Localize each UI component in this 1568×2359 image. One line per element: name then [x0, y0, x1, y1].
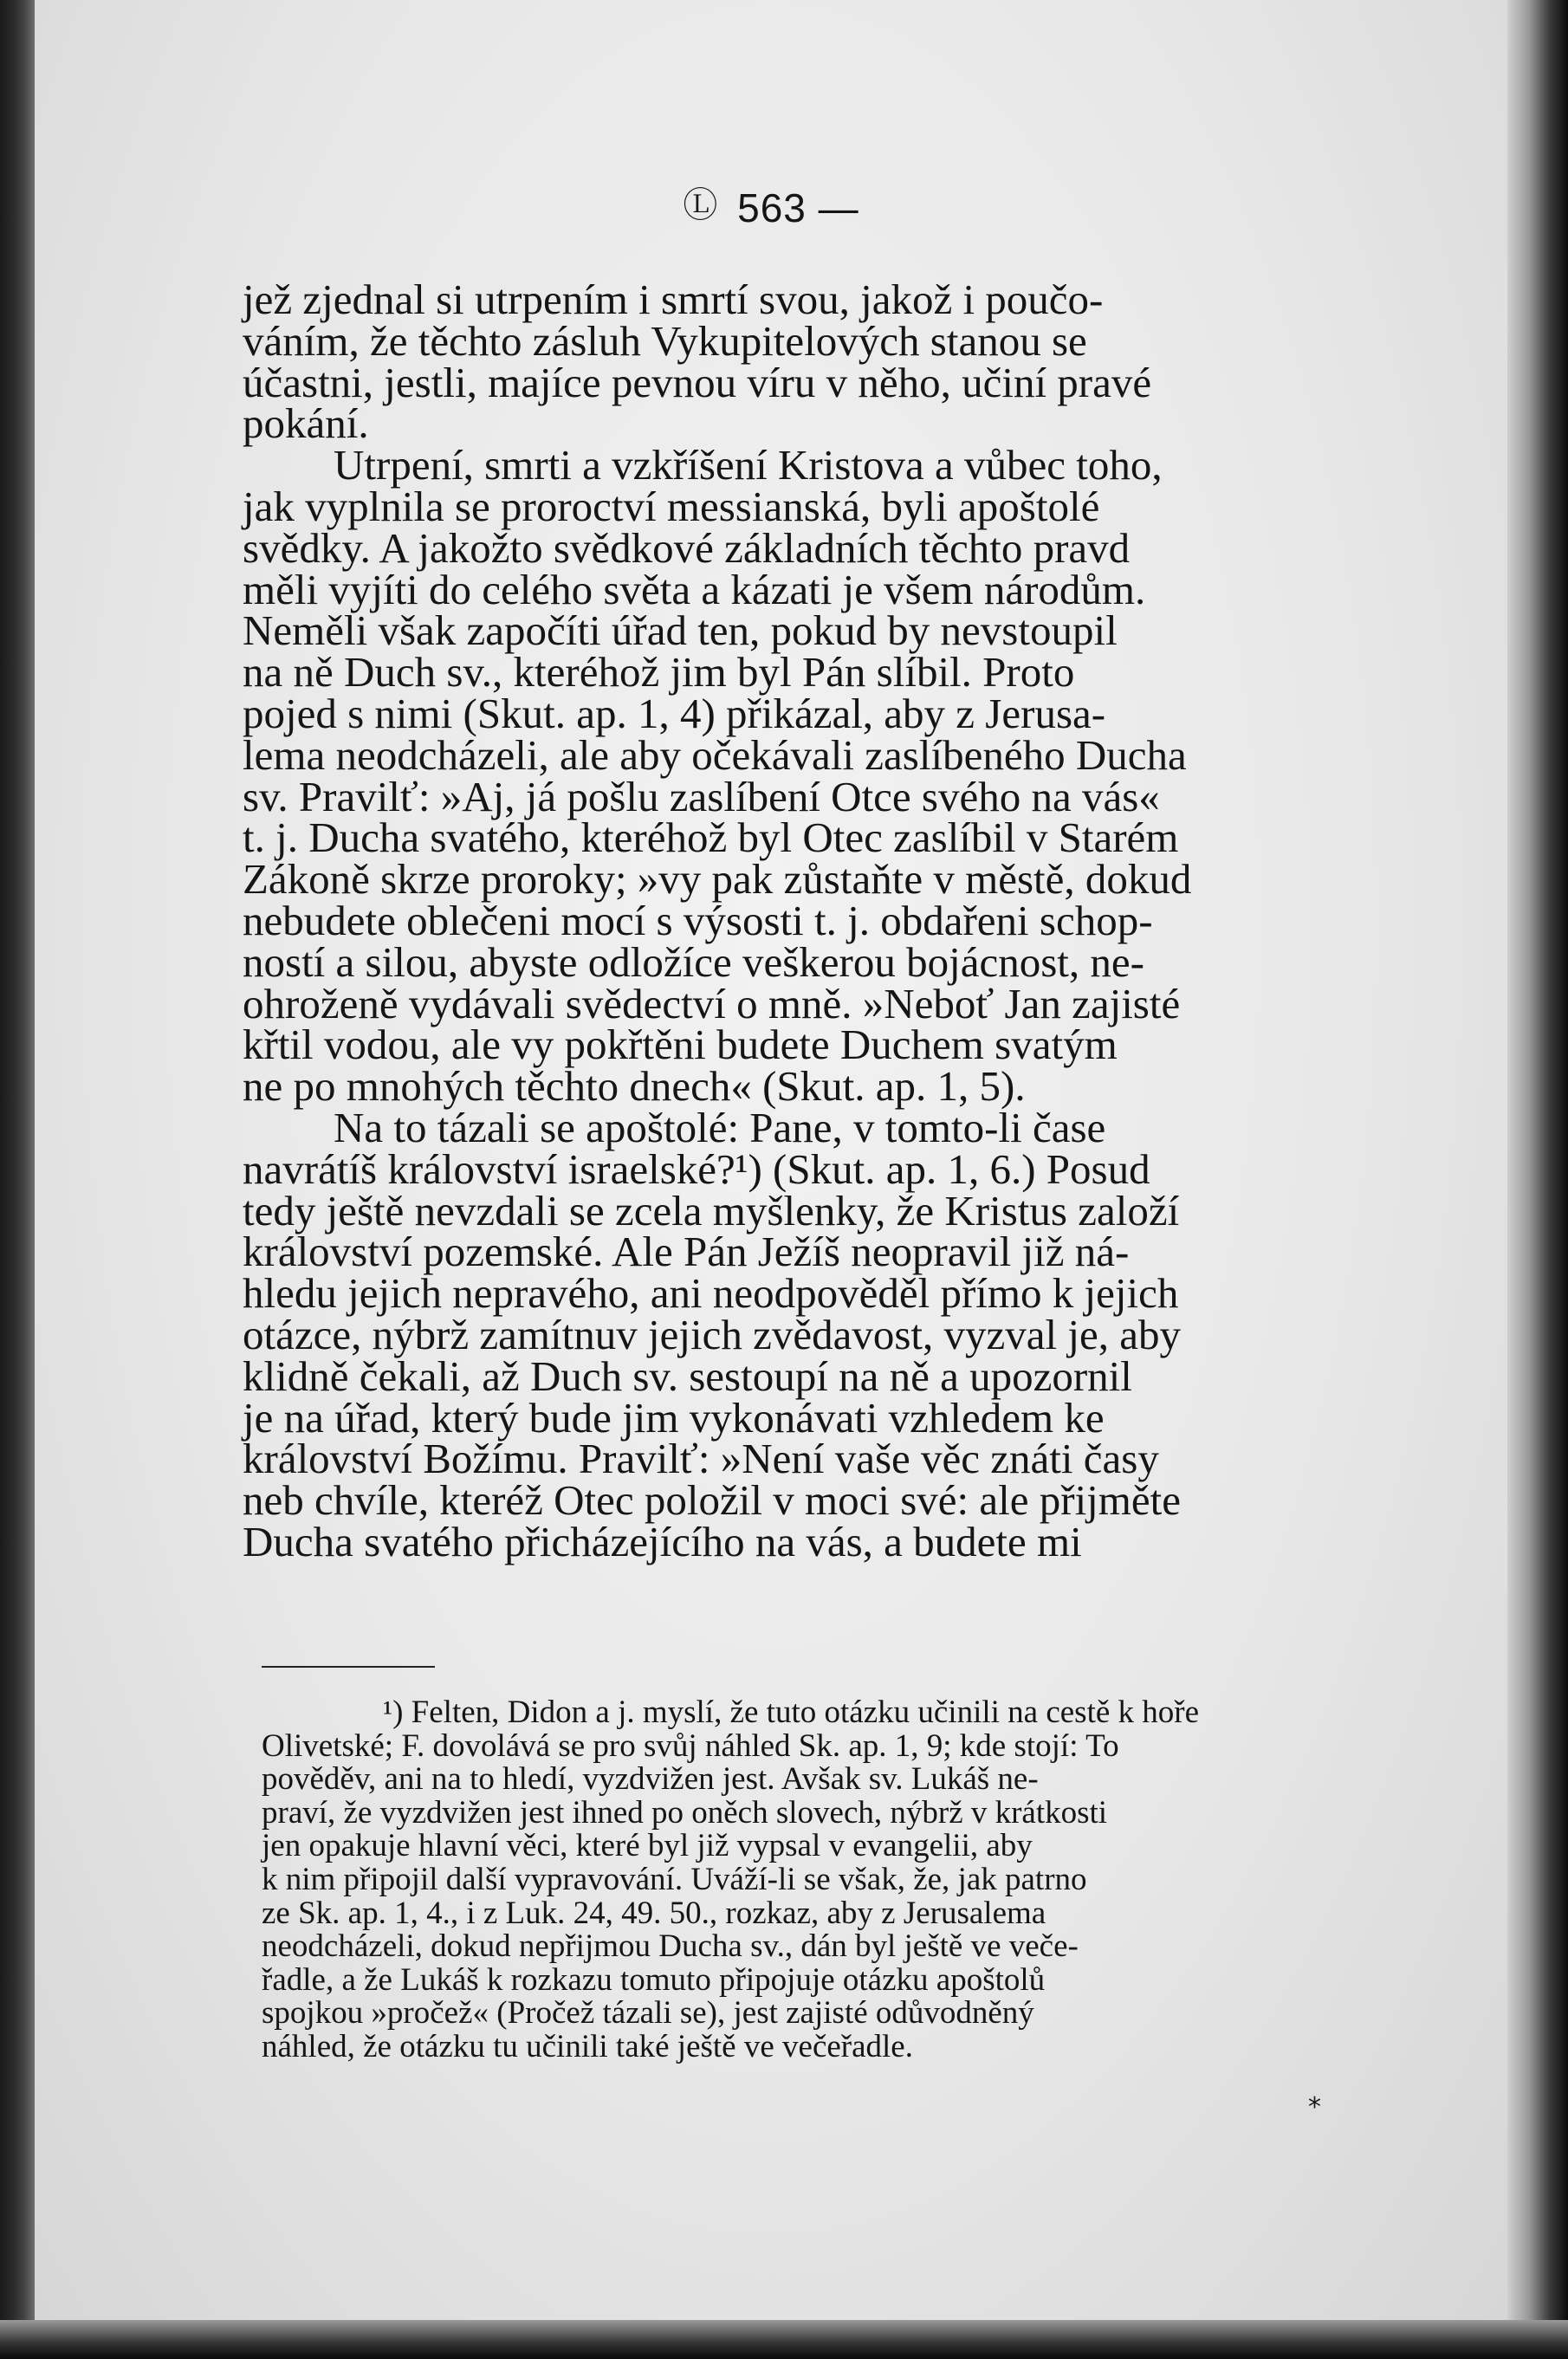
footnote-line: ¹) Felten, Didon a j. myslí, že tuto otázku učinili na cestě k hoře: [383, 1695, 1200, 1730]
text-line: sv. Pravilť: »Aj, já pošlu zaslíbení Otce svého na vás«: [243, 772, 1160, 820]
library-stamp-mark: Ⓛ: [683, 185, 719, 225]
text-line: váním, že těchto zásluh Vykupitelových stanou se: [243, 316, 1087, 365]
footnote-line: ze Sk. ap. 1, 4., i z Luk. 24, 49. 50., rozkaz, aby z Jerusalema: [262, 1895, 1046, 1931]
text-line: tedy ještě nevzdali se zcela myšlenky, že Kristus založí: [243, 1186, 1180, 1235]
footnote-line: neodcházeli, dokud nepřijmou Ducha sv., dán byl ještě ve veče-: [262, 1928, 1079, 1965]
footnote-line: spojkou »pročež« (Pročež tázali se), jest zajisté odůvodněný: [262, 1995, 1034, 2032]
text-line: Utrpení, smrti a vzkříšení Kristova a vůbec toho,: [334, 441, 1163, 489]
bottom-page-edge: [0, 2320, 1568, 2359]
text-line: ne po mnohých těchto dnech« (Skut. ap. 1, 5).: [243, 1062, 1026, 1111]
book-page: [35, 0, 1507, 2320]
text-line: Zákoně skrze proroky; »vy pak zůstaňte v městě, dokud: [243, 855, 1192, 904]
text-line: měli vyjíti do celého světa a kázati je všem národům.: [243, 565, 1146, 613]
text-line: t. j. Ducha svatého, kteréhož byl Otec zaslíbil v Starém: [243, 813, 1179, 862]
text-line: království pozemské. Ale Pán Ježíš neopravil již ná-: [243, 1228, 1130, 1276]
text-line: neb chvíle, kteréž Otec položil v moci své: ale přijměte: [243, 1476, 1182, 1525]
text-line: pokání.: [243, 399, 369, 448]
text-line: účastni, jestli, majíce pevnou víru v něho, učiní pravé: [243, 358, 1152, 406]
text-line: Na to tázali se apoštolé: Pane, v tomto-li čase: [334, 1103, 1106, 1151]
text-line: ností a silou, abyste odložíce veškerou bojácnost, ne-: [243, 937, 1144, 986]
text-line: nebudete oblečeni mocí s výsosti t. j. obdařeni schop-: [243, 896, 1153, 944]
footnote-line: Olivetské; F. dovolává se pro svůj náhled Sk. ap. 1, 9; kde stojí: To: [262, 1727, 1119, 1764]
footnote-line: náhled, že otázku tu učinili také ještě ve večeřadle.: [262, 2028, 913, 2064]
text-line: křtil vodou, ale vy pokřtěni budete Duchem svatým: [243, 1021, 1118, 1069]
text-line: Neměli však započíti úřad ten, pokud by nevstoupil: [243, 606, 1118, 655]
footnote-line: jen opakuje hlavní věci, které byl již vypsal v evangelii, aby: [262, 1828, 1033, 1864]
text-line: království Božímu. Pravilť: »Není vaše věc znáti časy: [243, 1435, 1159, 1483]
text-line: ohroženě vydávali svědectví o mně. »Neboť Jan zajisté: [243, 979, 1181, 1027]
text-line: hledu jejich nepravého, ani neodpověděl přímo k jejich: [243, 1269, 1179, 1318]
page-number: 563 —: [737, 185, 859, 230]
text-line: pojed s nimi (Skut. ap. 1, 4) přikázal, aby z Jerusa-: [243, 689, 1106, 737]
text-line: svědky. A jakožto svědkové základních těchto pravd: [243, 523, 1131, 572]
text-line: klidně čekali, až Duch sv. sestoupí na ně a upozornil: [243, 1351, 1132, 1400]
text-line: lema neodcházeli, ale aby očekávali zaslíbeného Ducha: [243, 730, 1187, 779]
text-line: jak vyplnila se proroctví messianská, byli apoštolé: [243, 482, 1100, 530]
footnote-line: praví, že vyzdvižen jest ihned po oněch slovech, nýbrž v krátkosti: [262, 1794, 1108, 1831]
text-line: navrátíš království israelské?¹) (Skut. ap. 1, 6.) Posud: [243, 1144, 1150, 1193]
text-line: jež zjednal si utrpením i smrtí svou, jakož i poučo-: [243, 275, 1104, 323]
right-page-edge: [1507, 0, 1568, 2359]
text-line: Ducha svatého přicházejícího na vás, a budete mi: [243, 1517, 1082, 1565]
left-binding-shadow: [0, 0, 35, 2359]
text-line: na ně Duch sv., kteréhož jim byl Pán slíbil. Proto: [243, 648, 1075, 697]
text-line: je na úřad, který bude jim vykonávati vzhledem ke: [243, 1393, 1105, 1442]
footnote-separator: [262, 1666, 435, 1668]
footnote: [262, 1696, 1360, 2064]
text-line: otázce, nýbrž zamítnuv jejich zvědavost, vyzval je, aby: [243, 1310, 1182, 1358]
footnote-line: řadle, a že Lukáš k rozkazu tomuto připojuje otázku apoštolů: [262, 1961, 1046, 1998]
signature-mark: *: [1308, 2092, 1321, 2122]
page-header: [35, 178, 1507, 231]
footnote-line: k nim připojil další vypravování. Uváží-li se však, že, jak patrno: [262, 1861, 1087, 1897]
footnote-line: pověděv, ani na to hledí, vyzdvižen jest. Avšak sv. Lukáš ne-: [262, 1761, 1039, 1798]
main-text: [243, 275, 1360, 1565]
